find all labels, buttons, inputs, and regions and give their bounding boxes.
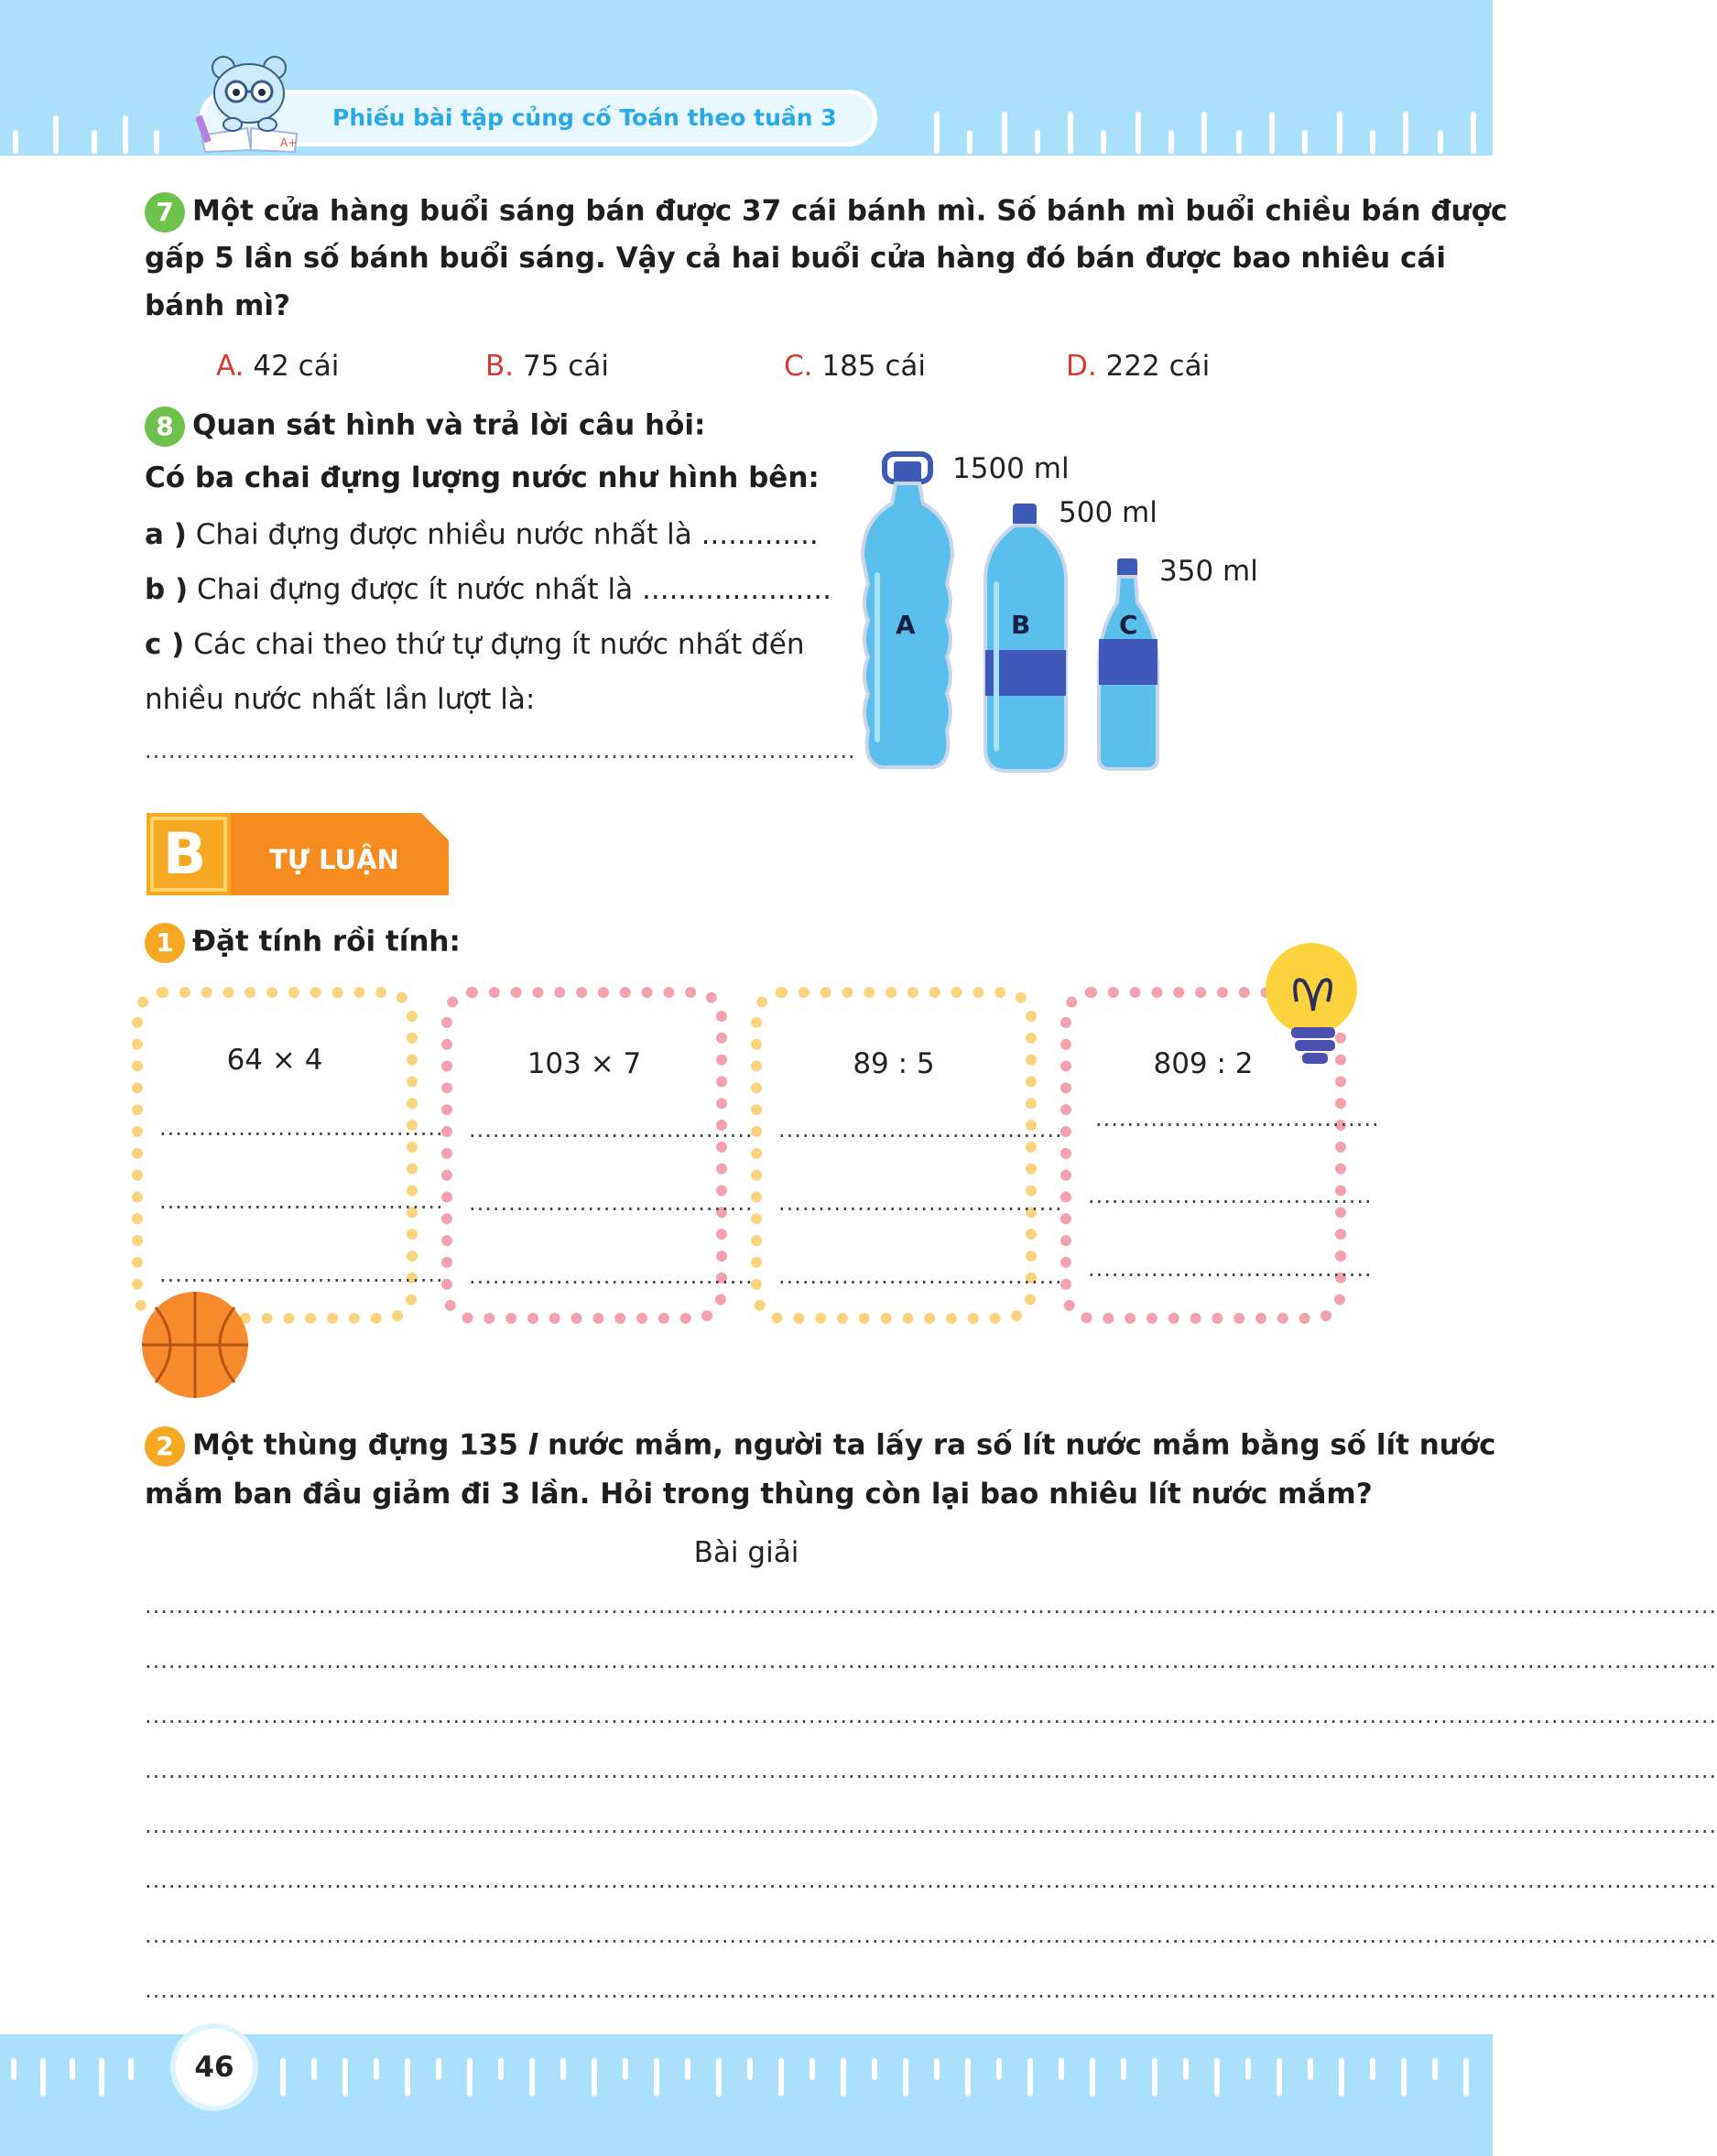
calc-answer-1-line-3[interactable]: .................................... — [159, 1262, 444, 1287]
q7-option-b[interactable] — [485, 350, 609, 383]
calc-answer-4-line-2[interactable]: .................................... — [1088, 1183, 1373, 1208]
header-title: Phiếu bài tập củng cố Toán theo tuần 3 — [332, 104, 837, 131]
calc-answer-3-line-2[interactable]: .................................... — [778, 1190, 1063, 1216]
calc-answer-3-line-1[interactable]: .................................... — [778, 1117, 1063, 1143]
calc-answer-4-line-1[interactable]: .................................... — [1095, 1106, 1380, 1132]
p2-line-1 — [145, 1426, 1496, 1467]
q7-option-a-letter: A. — [216, 350, 245, 383]
solution-line-4[interactable]: ....................................................................................................................................................................................................... — [145, 1758, 1717, 1783]
q8-part-c-label: c ) — [145, 628, 185, 661]
svg-text:A+: A+ — [280, 136, 298, 149]
q8-part-a — [145, 518, 819, 551]
q8-subtitle: Có ba chai đựng lượng nước như hình bên: — [145, 461, 820, 494]
page-header — [0, 0, 1493, 156]
q7-text-3: bánh mì? — [145, 289, 290, 322]
bottle-a-label: A — [896, 610, 916, 640]
p2-text-1b: nước mắm, người ta lấy ra số lít nước mắm bằng số lít nước — [538, 1428, 1496, 1462]
solution-line-1[interactable]: ....................................................................................................................................................................................................... — [145, 1593, 1717, 1619]
bottle-c-icon — [1099, 558, 1157, 769]
q7-number-badge: 7 — [145, 192, 185, 233]
q7-option-b-text: 75 cái — [514, 350, 609, 383]
basketball-icon — [139, 1289, 251, 1401]
q8-part-a-label: a ) — [145, 518, 187, 551]
page-number: 46 — [170, 2023, 258, 2111]
calc-expr-1: 64 × 4 — [226, 1044, 323, 1077]
q7-option-c-text: 185 cái — [812, 350, 927, 383]
q7-line-1 — [145, 192, 1507, 233]
p1-title: Đặt tính rồi tính: — [192, 925, 461, 959]
solution-line-8[interactable]: ....................................................................................................................................................................................................... — [145, 1977, 1717, 2003]
bear-mascot-icon — [196, 51, 306, 154]
q7-option-a[interactable] — [216, 350, 339, 383]
calc-box-3 — [751, 987, 1063, 1324]
solution-line-7[interactable]: ....................................................................................................................................................................................................... — [145, 1923, 1717, 1948]
solution-line-5[interactable]: ....................................................................................................................................................................................................... — [145, 1813, 1717, 1838]
calc-answer-3-line-3[interactable]: .................................... — [778, 1263, 1063, 1289]
solution-line-2[interactable]: ....................................................................................................................................................................................................... — [145, 1648, 1717, 1674]
p2-text-2: mắm ban đầu giảm đi 3 lần. Hỏi trong thùng còn lại bao nhiêu lít nước mắm? — [145, 1478, 1373, 1511]
p1-number-badge: 1 — [145, 923, 185, 963]
solution-line-3[interactable]: ....................................................................................................................................................................................................... — [145, 1703, 1717, 1728]
bottle-b-label: B — [1011, 610, 1031, 640]
calc-box-2 — [441, 987, 754, 1324]
q8-part-c-continued: nhiều nước nhất lần lượt là: — [145, 683, 536, 716]
q8-part-b-text[interactable]: Chai đựng được ít nước nhất là ..................... — [188, 573, 831, 606]
p2-solution-label: Bài giải — [693, 1536, 799, 1569]
p2-unit-liter: l — [527, 1428, 538, 1462]
calc-expr-3: 89 : 5 — [853, 1047, 935, 1080]
q7-option-d[interactable] — [1066, 350, 1210, 383]
q8-answer-line[interactable]: .......................................................................................... — [145, 738, 856, 764]
q8-part-a-text[interactable]: Chai đựng được nhiều nước nhất là ............. — [186, 518, 819, 551]
calc-answer-4-line-3[interactable]: .................................... — [1088, 1256, 1373, 1282]
bottle-c-label: C — [1119, 610, 1138, 640]
calc-answer-1-line-2[interactable]: .................................... — [159, 1188, 444, 1214]
calc-expr-2: 103 × 7 — [527, 1047, 642, 1080]
calc-answer-2-line-1[interactable]: .................................... — [469, 1117, 754, 1143]
solution-line-6[interactable]: ....................................................................................................................................................................................................... — [145, 1868, 1717, 1893]
q7-option-d-letter: D. — [1066, 350, 1097, 383]
q8-part-c-text: Các chai theo thứ tự đựng ít nước nhất đến — [184, 628, 805, 661]
q8-title-line — [145, 406, 705, 447]
q7-text-2: gấp 5 lần số bánh buổi sáng. Vậy cả hai buổi cửa hàng đó bán được bao nhiêu cái — [145, 242, 1446, 275]
bottle-c-volume: 350 ml — [1159, 555, 1258, 588]
p1-title-line — [145, 923, 461, 963]
section-b-letter: B — [163, 820, 207, 887]
calc-expr-4: 809 : 2 — [1153, 1047, 1254, 1080]
q8-number-badge: 8 — [145, 406, 185, 447]
calc-answer-1-line-1[interactable]: .................................... — [159, 1115, 444, 1141]
bottle-a-volume: 1500 ml — [952, 452, 1070, 485]
q7-option-d-text: 222 cái — [1096, 350, 1211, 383]
p2-text-1a: Một thùng đựng 135 — [192, 1428, 528, 1462]
q8-part-c — [145, 628, 805, 661]
p2-number-badge: 2 — [145, 1426, 185, 1467]
q7-option-c[interactable] — [784, 350, 926, 383]
q7-text-1: Một cửa hàng buổi sáng bán được 37 cái bánh mì. Số bánh mì buổi chiều bán được — [192, 194, 1508, 228]
q8-part-b — [145, 573, 831, 606]
q7-option-a-text: 42 cái — [244, 350, 340, 383]
q8-part-b-label: b ) — [145, 573, 189, 606]
section-b-title: TỰ LUẬN — [269, 844, 399, 875]
q8-title: Quan sát hình và trả lời câu hỏi: — [192, 408, 706, 442]
bottle-b-volume: 500 ml — [1059, 496, 1157, 529]
q7-option-c-letter: C. — [784, 350, 813, 383]
light-bulb-icon — [1260, 937, 1363, 1071]
calc-answer-2-line-2[interactable]: .................................... — [469, 1190, 754, 1216]
q7-option-b-letter: B. — [485, 350, 515, 383]
calc-answer-2-line-3[interactable]: .................................... — [469, 1263, 754, 1289]
calc-box-1 — [132, 987, 444, 1324]
